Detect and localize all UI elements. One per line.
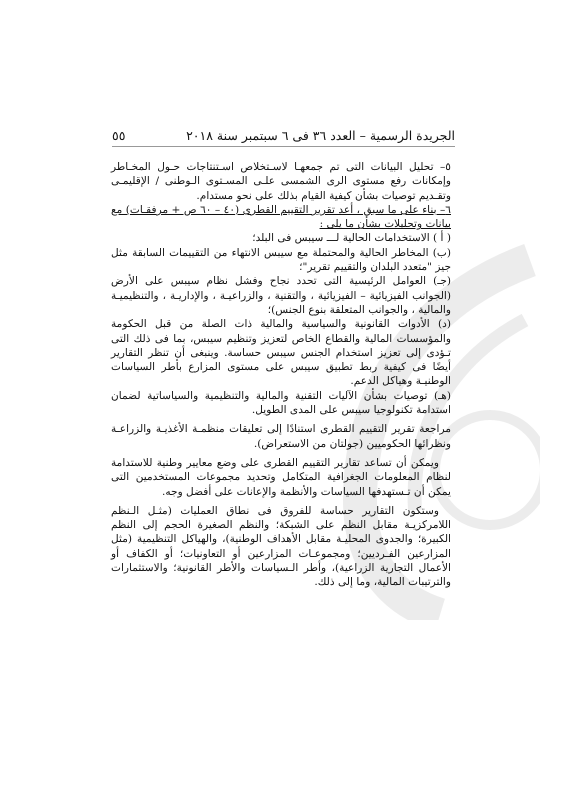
list-item-a: ( أ ) الاستخدامات الحالية لـــ سيبس فى البلد؛ (252, 232, 451, 245)
list-item-e: (هـ) توصيات بشأن الآليات التقنية والمالية والتنظيمية والسياساتية لضمان استدامة تكنولوجيا سيبس على المدى الطويل. (111, 389, 451, 417)
paragraph-item-6: ٦– بناء على ما سبق ، أعد تقرير التقييم القطرى (٤٠ – ٦٠ ص + مرفقـات) مع بيانات وتحليلات بشأن ما يلى : (111, 203, 451, 231)
review-paragraph: مراجعة تقرير التقييم القطرى استنادًا إلى تعليقات منظمـة الأغذيـة والزراعـة ونظرائها الحكوميين (جولتان من الاستعراض). (111, 423, 451, 450)
paragraph-item-5: ٥– تحليل البيانات التى تم جمعهـا لاسـتخلاص اسـتنتاجات حـول المخـاطر وإمكانات رفع مستوى الرى الشمسى علـى المسـتوى الـوطنى / الإقليمـى وتقـديم توصيات بشأن كيفية القيام بذلك على نحو مستدام. (111, 161, 451, 202)
list-item-b: (ب) المخاطر الحالية والمحتملة مع سيبس الانتهاء من التقييمات السابقة مثل جيز "متعدد البلدان والتقييم تقرير"؛ (111, 246, 451, 274)
page-header (112, 128, 455, 147)
sensitivity-paragraph: وستكون التقارير حساسة للفروق فى نطاق العمليات (مثـل الـنظم اللامركزيـة مقابل النظم على الشبكة؛ والنظم الصغيرة الحجم إلى النظم الكبيرة؛ والجدوى المحليـة مقابل الأهداف الوطنية)، والهياكل التنظيمية (مثل المزارعين الفـرديين؛ ومجموعـات المزارعين أو التعاونيات؛ أو الكفاف أو الأعمال التجارية الزراعية)، وأطر الـسياسات والأطر القانونية؛ والاستثمارات والترتيبات المالية، وما إلى ذلك. (111, 504, 451, 589)
gazette-title: الجريدة الرسمية – العدد ٣٦ فى ٦ سبتمبر سنة ٢٠١٨ (186, 128, 455, 143)
document-body (111, 160, 451, 590)
list-item-d: (د) الأدوات القانونية والسياسية والمالية ذات الصلة من قبل الحكومة والمؤسسات المالية والقطاع الخاص لتعزيز وتنظيم سيبس، بما فى ذلك التى تـؤدى إلى تعزيز استخدام الجنس سيبس حساسة. وينبغى أن تنظر التقارير أيضًا فى كيفية ربط تطبيق سيبس على مستوى المزارع بأطر السياسات الوطنيـة وهياكل الدعم. (111, 318, 451, 388)
list-item-c: (جـ) العوامل الرئيسية التى تحدد نجاح وفشل نظام سيبس على الأرض (الجوانب الفيزيائية – الفيزيائية ، والتقنية ، والزراعيـة ، والإداريـة ، والتنظيميـة والمالية ، والجوانب المتعلقة بنوع الجنس)؛ (111, 275, 451, 316)
standards-paragraph: ويمكن أن تساعد تقارير التقييم القطرى على وضع معايير وطنية للاستدامة لنظام المعلومات الجغرافية المتكامل وتحديد مجموعات المستخدمين التى يمكن أن تـستهدفها السياسات والأنظمة والإعانات على أفضل وجه. (111, 456, 451, 498)
page-number: ٥٥ (112, 128, 126, 143)
